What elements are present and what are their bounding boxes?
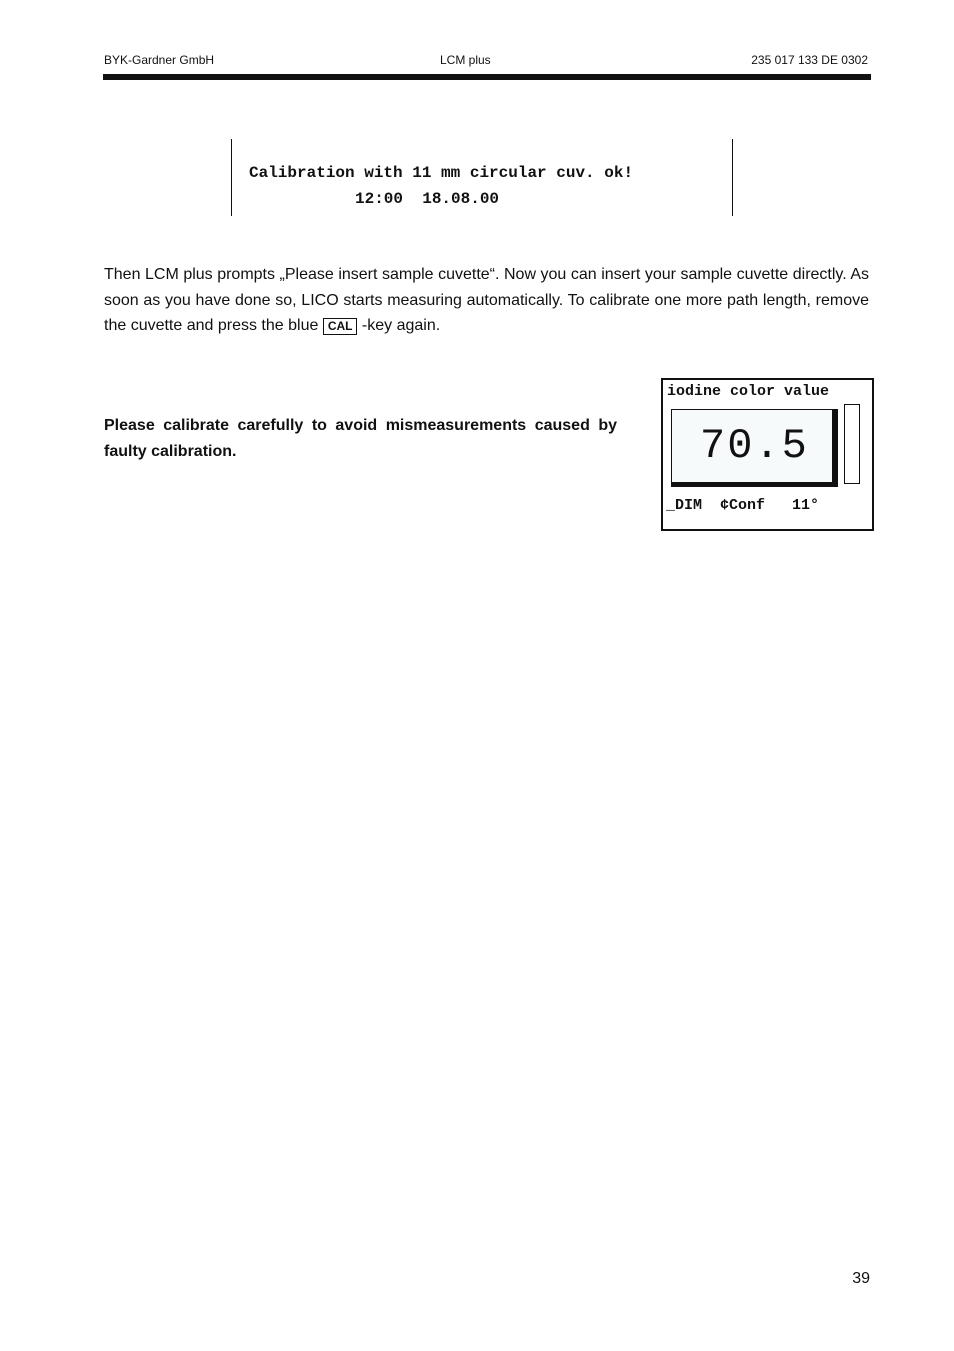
calibration-message-line2: 12:00 18.08.00 bbox=[355, 190, 500, 208]
display-value-box bbox=[671, 409, 838, 487]
instruction-text-after-key: -key again. bbox=[357, 317, 441, 335]
calibration-message-box bbox=[231, 139, 733, 216]
display-level-bar bbox=[844, 404, 860, 484]
calibration-warning: Please calibrate carefully to avoid mismeasurements caused by faulty calibration. bbox=[104, 417, 617, 460]
cal-key-label: CAL bbox=[323, 318, 358, 335]
header-product: LCM plus bbox=[440, 53, 491, 67]
header-company: BYK-Gardner GmbH bbox=[104, 53, 215, 67]
display-title: iodine color value bbox=[667, 383, 830, 400]
header-rule bbox=[103, 74, 871, 80]
calibration-message-line1: Calibration with 11 mm circular cuv. ok! bbox=[249, 164, 634, 182]
page-number: 39 bbox=[852, 1270, 870, 1287]
display-value: 70.5 bbox=[700, 422, 809, 470]
instruction-paragraph bbox=[104, 262, 869, 339]
display-footer: _DIM ¢Conf 11° bbox=[666, 497, 820, 514]
header-doc-number: 235 017 133 DE 0302 bbox=[751, 53, 868, 67]
instruction-text-before-key: Then LCM plus prompts „Please insert sample cuvette“. Now you can insert your sample cuvette directly. As soon as you have done so, LICO starts measuring automatically. To calibrate one more path length, remove the cuvette and press the blue bbox=[104, 266, 869, 335]
device-display bbox=[661, 378, 874, 531]
